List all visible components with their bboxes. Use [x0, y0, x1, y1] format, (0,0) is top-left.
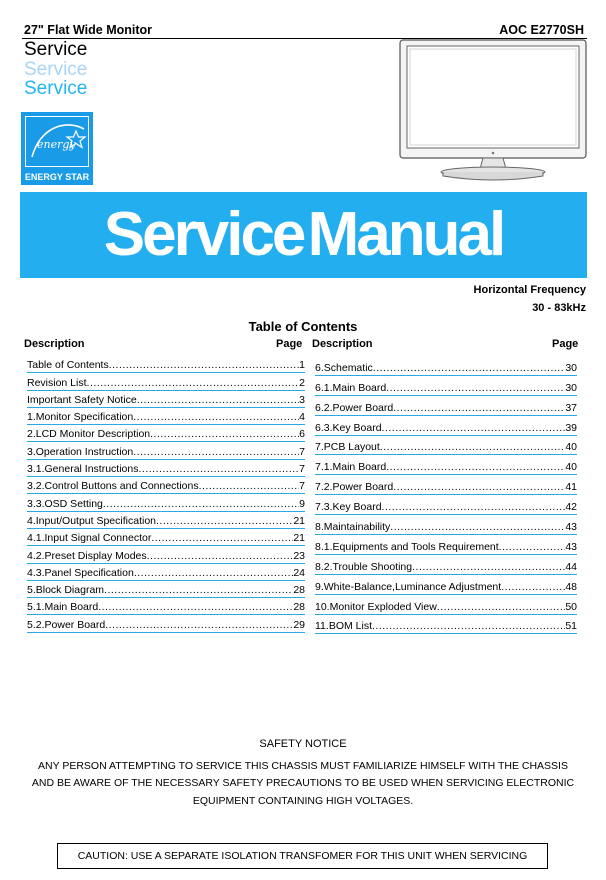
toc-entry[interactable]	[315, 416, 577, 436]
toc-entry[interactable]	[315, 495, 577, 515]
toc-entry-page: 30	[565, 361, 577, 374]
toc-entry-title: Revision List	[27, 376, 87, 389]
toc-entry-page: 21	[293, 514, 305, 527]
toc-entry[interactable]	[27, 615, 305, 632]
toc-entry[interactable]	[27, 598, 305, 615]
toc-entry[interactable]	[315, 595, 577, 615]
toc-right-page-header: Page	[552, 338, 579, 350]
toc-leader-dots	[382, 501, 566, 514]
toc-entry[interactable]	[315, 356, 577, 376]
toc-entry[interactable]	[315, 396, 577, 416]
service-word-black: Service	[24, 39, 88, 60]
toc-entry-page: 39	[565, 421, 577, 434]
toc-entry[interactable]	[27, 512, 305, 529]
toc-leader-dots	[499, 541, 566, 554]
toc-entry-title: 1.Monitor Specification	[27, 411, 134, 424]
toc-entry-page: 48	[565, 580, 577, 593]
toc-entry[interactable]	[27, 546, 305, 563]
toc-entry-page: 44	[565, 560, 577, 573]
toc-leader-dots	[393, 481, 565, 494]
toc-title: Table of Contents	[248, 319, 358, 334]
monitor-illustration	[398, 38, 588, 184]
toc-entry-page: 4	[299, 411, 305, 424]
toc-leader-dots	[380, 441, 566, 454]
horizontal-frequency-label: Horizontal Frequency	[473, 284, 586, 296]
toc-entry-title: 7.3.Key Board	[315, 501, 382, 514]
toc-entry[interactable]	[315, 376, 577, 396]
horizontal-frequency-value: 30 - 83kHz	[532, 302, 586, 314]
toc-leader-dots	[138, 463, 299, 476]
toc-entry-title: 4.3.Panel Specification	[27, 566, 134, 579]
toc-entry-title: 6.Schematic	[315, 361, 373, 374]
toc-leader-dots	[134, 567, 293, 580]
toc-entry-title: 8.Maintainability	[315, 521, 391, 534]
toc-leader-dots	[151, 532, 293, 545]
toc-entry[interactable]	[315, 455, 577, 475]
toc-entry[interactable]	[27, 391, 305, 408]
toc-entry-title: 11.BOM List	[315, 620, 372, 633]
toc-entry[interactable]	[315, 436, 577, 456]
toc-entry[interactable]	[315, 555, 577, 575]
toc-right-description-header: Description	[312, 338, 373, 350]
banner-title: Service Manual	[103, 200, 504, 269]
toc-entry-title: 8.1.Equipments and Tools Requirement	[315, 540, 499, 553]
toc-leader-dots	[386, 461, 565, 474]
toc-entry-page: 37	[565, 401, 577, 414]
toc-entry-page: 28	[293, 584, 305, 597]
toc-leader-dots	[412, 561, 565, 574]
header-model-description: 27" Flat Wide Monitor	[24, 23, 153, 37]
toc-entry-page: 3	[299, 393, 305, 406]
toc-leader-dots	[393, 402, 565, 415]
toc-entry-title: 6.2.Power Board	[315, 401, 394, 414]
toc-entry[interactable]	[27, 564, 305, 581]
toc-entry-title: 4.Input/Output Specification	[27, 514, 156, 527]
toc-entry-title: 3.Operation Instruction	[27, 445, 134, 458]
toc-entry-page: 1	[299, 359, 305, 372]
toc-entry-page: 41	[565, 481, 577, 494]
toc-entry-title: 6.1.Main Board	[315, 381, 387, 394]
toc-entry-page: 6	[299, 428, 305, 441]
toc-entry-title: 4.2.Preset Display Modes	[27, 549, 147, 562]
toc-entry[interactable]	[27, 494, 305, 511]
service-word-light-blue: Service	[24, 59, 88, 80]
toc-entry-page: 24	[293, 566, 305, 579]
toc-entry-page: 7	[299, 480, 305, 493]
toc-left-column	[27, 356, 305, 633]
toc-entry-title: 7.1.Main Board	[315, 461, 387, 474]
toc-entry[interactable]	[27, 408, 305, 425]
toc-leader-dots	[156, 515, 293, 528]
toc-leader-dots	[133, 446, 299, 459]
service-manual-banner	[20, 192, 587, 278]
toc-right-column	[315, 356, 577, 634]
toc-leader-dots	[87, 377, 300, 390]
toc-leader-dots	[373, 362, 566, 375]
toc-entry-page: 42	[565, 501, 577, 514]
toc-leader-dots	[199, 480, 300, 493]
toc-entry-title: Table of Contents	[27, 359, 109, 372]
toc-leader-dots	[437, 601, 566, 614]
safety-notice-line: ANY PERSON ATTEMPTING TO SERVICE THIS CHASSIS MUST FAMILIARIZE HIMSELF WITH THE CHASSIS	[38, 760, 568, 772]
toc-entry-page: 23	[293, 549, 305, 562]
toc-entry-title: 5.1.Main Board	[27, 601, 99, 614]
toc-entry-page: 21	[293, 532, 305, 545]
safety-notice-line: EQUIPMENT CONTAINING HIGH VOLTAGES.	[192, 795, 414, 807]
toc-entry-page: 40	[565, 461, 577, 474]
toc-entry-title: 2.LCD Monitor Description	[27, 428, 151, 441]
header-model-number: AOC E2770SH	[499, 23, 584, 37]
toc-entry-page: 28	[293, 601, 305, 614]
toc-entry-page: 7	[299, 463, 305, 476]
toc-leader-dots	[147, 550, 294, 563]
toc-leader-dots	[372, 620, 565, 633]
toc-entry-title: 5.Block Diagram	[27, 584, 105, 597]
toc-entry-page: 40	[565, 441, 577, 454]
toc-entry-page: 50	[565, 600, 577, 613]
energy-star-script: energy	[37, 138, 76, 151]
toc-entry-page: 7	[299, 445, 305, 458]
toc-entry-page: 30	[565, 381, 577, 394]
toc-entry-title: 4.1.Input Signal Connector	[27, 532, 152, 545]
toc-leader-dots	[133, 411, 299, 424]
toc-entry[interactable]	[27, 581, 305, 598]
toc-entry-title: 7.2.Power Board	[315, 481, 394, 494]
energy-star-icon	[26, 117, 88, 166]
toc-entry[interactable]	[315, 615, 577, 635]
toc-leader-dots	[104, 584, 293, 597]
toc-entry-title: 5.2.Power Board	[27, 618, 106, 631]
toc-entry-page: 29	[293, 618, 305, 631]
toc-leader-dots	[150, 428, 299, 441]
toc-entry-title: 3.3.OSD Setting	[27, 497, 103, 510]
toc-entry-page: 2	[299, 376, 305, 389]
toc-entry-page: 43	[565, 521, 577, 534]
toc-entry[interactable]	[27, 442, 305, 459]
toc-entry[interactable]	[27, 529, 305, 546]
toc-entry[interactable]	[315, 575, 577, 595]
toc-leader-dots	[105, 619, 293, 632]
toc-entry-title: 3.2.Control Buttons and Connections	[27, 480, 199, 493]
toc-entry-title: 10.Monitor Exploded View	[315, 600, 437, 613]
toc-entry-title: 8.2.Trouble Shooting	[315, 560, 413, 573]
energy-star-logo	[21, 112, 93, 185]
toc-entry-title: 9.White-Balance,Luminance Adjustment	[315, 580, 502, 593]
toc-entry-page: 9	[299, 497, 305, 510]
toc-leader-dots	[501, 581, 565, 594]
toc-entry[interactable]	[315, 515, 577, 535]
toc-leader-dots	[137, 394, 299, 407]
toc-leader-dots	[98, 601, 293, 614]
energy-star-label: ENERGY STAR	[24, 172, 90, 182]
toc-entry-title: Important Safety Notice	[27, 393, 137, 406]
caution-box: CAUTION: USE A SEPARATE ISOLATION TRANSFOMER FOR THIS UNIT WHEN SERVICING	[57, 843, 548, 869]
toc-leader-dots	[386, 382, 565, 395]
toc-leader-dots	[390, 521, 565, 534]
toc-leader-dots	[382, 422, 566, 435]
toc-entry[interactable]	[27, 460, 305, 477]
toc-left-page-header: Page	[276, 338, 303, 350]
energy-star-frame	[25, 116, 89, 167]
safety-notice-line: AND BE AWARE OF THE NECESSARY SAFETY PRECAUTIONS TO BE USED WHEN SERVICING ELECTRONIC	[31, 777, 575, 789]
toc-entry[interactable]	[27, 373, 305, 390]
toc-entry[interactable]	[27, 477, 305, 494]
toc-entry[interactable]	[27, 425, 305, 442]
toc-entry-page: 51	[565, 620, 577, 633]
toc-left-description-header: Description	[24, 338, 85, 350]
toc-entry-title: 3.1.General Instructions	[27, 463, 139, 476]
toc-leader-dots	[109, 359, 299, 372]
safety-notice-title: SAFETY NOTICE	[259, 738, 347, 750]
toc-entry[interactable]	[315, 535, 577, 555]
toc-leader-dots	[103, 498, 299, 511]
toc-entry-title: 6.3.Key Board	[315, 421, 382, 434]
toc-entry[interactable]	[315, 475, 577, 495]
service-word-blue: Service	[24, 78, 88, 99]
toc-entry-page: 43	[565, 540, 577, 553]
toc-entry[interactable]	[27, 356, 305, 373]
toc-entry-title: 7.PCB Layout	[315, 441, 380, 454]
